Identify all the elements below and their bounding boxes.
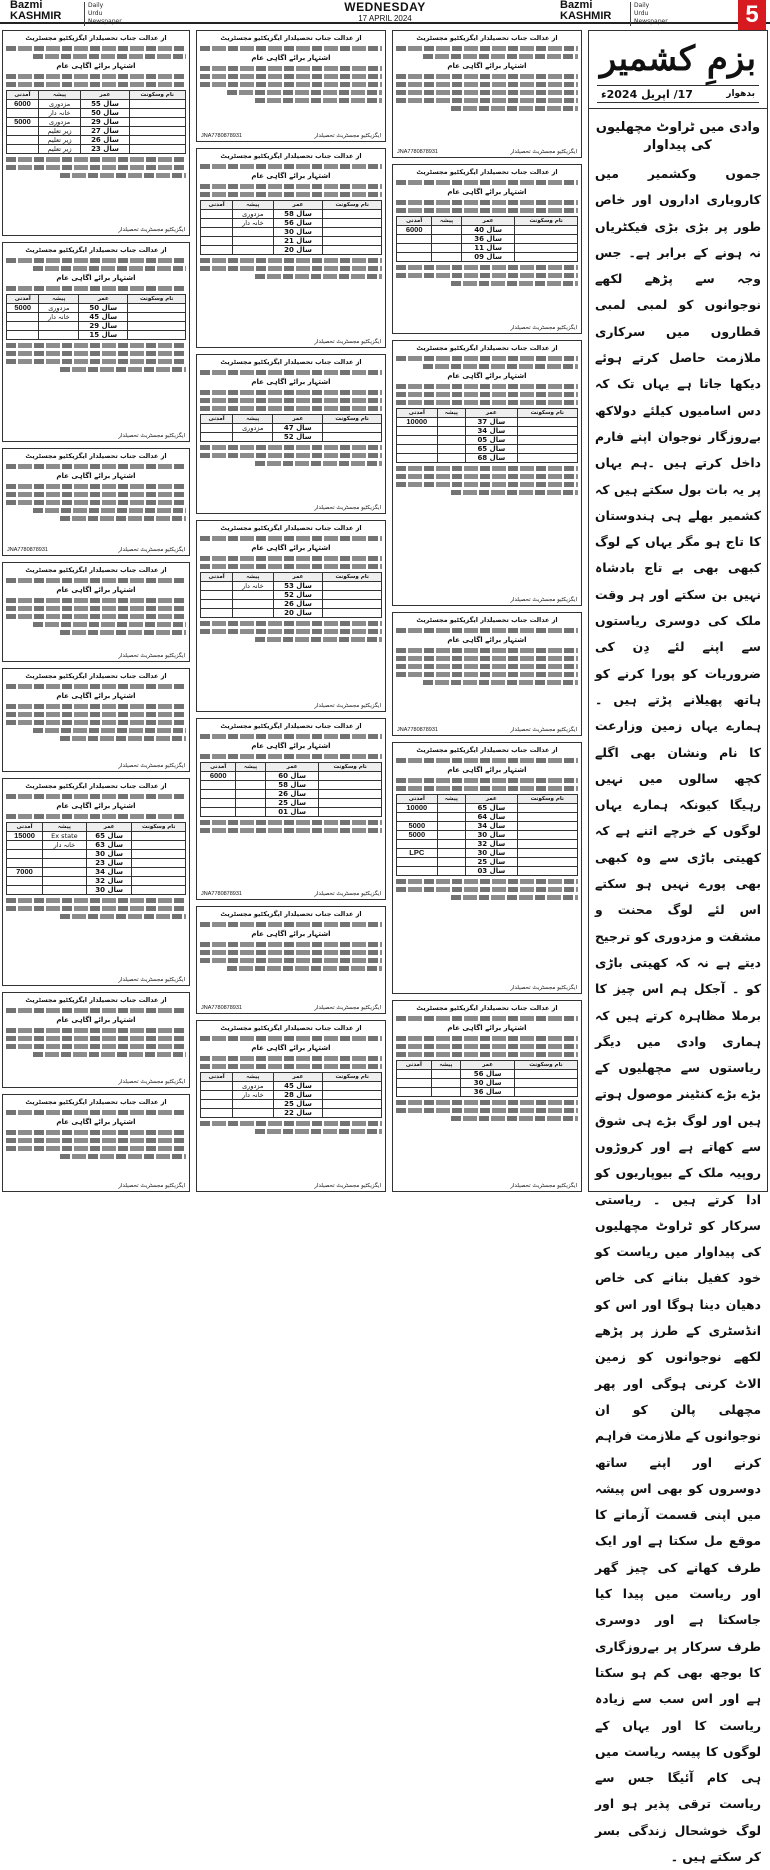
notice-court: از عدالت جناب تحصیلدار ایگزیکٹیو مجسٹریٹ [25, 452, 167, 460]
notice-heading: اشتہار برائے اگاہی عام [56, 692, 136, 700]
notice-heading: اشتہار برائے اگاہی عام [56, 274, 136, 282]
notice-signature: ایگزیکٹیو مجسٹریٹ تحصیلدار [510, 985, 577, 991]
notice-table: آمدنی پیشہ عمر نام وسکونت 10000 65 سال 64 سال 5000 34 سال 5000 30 سال 32 سال LPC 30 سال 25 سال 03 سال [396, 794, 578, 876]
brand-subtitle [630, 2, 668, 26]
legal-notice [392, 612, 582, 736]
notice-court: از عدالت جناب تحصیلدار ایگزیکٹیو مجسٹریٹ [220, 524, 362, 532]
legal-notice [392, 30, 582, 158]
notice-court: از عدالت جناب تحصیلدار ایگزیکٹیو مجسٹریٹ [25, 34, 167, 42]
notice-table: آمدنی پیشہ عمر نام وسکونت مزدوری 47 سال 52 سال [200, 414, 382, 442]
brand-name-2: KASHMIR [10, 10, 62, 22]
notice-signature: ایگزیکٹیو مجسٹریٹ تحصیلدار [314, 1183, 381, 1189]
legal-notice [196, 718, 386, 900]
notice-court: از عدالت جناب تحصیلدار ایگزیکٹیو مجسٹریٹ [220, 722, 362, 730]
notice-court: از عدالت جناب تحصیلدار ایگزیکٹیو مجسٹریٹ [25, 566, 167, 574]
editorial-headline: وادی میں ٹراوٹ مچھلیوں کی پیداوار [595, 120, 761, 153]
page-header [0, 0, 770, 28]
masthead-weekday: بدھوار [726, 89, 755, 99]
notice-heading: اشتہار برائے اگاہی عام [251, 742, 331, 750]
brand-sub-urdu: Urdu Newspaper [634, 10, 668, 25]
notice-heading: اشتہار برائے اگاہی عام [56, 802, 136, 810]
brand-name: Bazmi [10, 0, 43, 11]
notice-court: از عدالت جناب تحصیلدار ایگزیکٹیو مجسٹریٹ [416, 616, 558, 624]
brand-name: Bazmi [560, 0, 593, 11]
notice-court: از عدالت جناب تحصیلدار ایگزیکٹیو مجسٹریٹ [25, 1098, 167, 1106]
legal-notice [196, 1020, 386, 1192]
notice-table: آمدنی پیشہ عمر نام وسکونت 6000 مزدوری 55 سال خانہ دار 50 سال 5000 مزدوری 29 سال زیر تعلیم 27 سال زیر تعلیم 26 سال زیر تعلیم 23 سال [6, 90, 186, 154]
notice-signature: ایگزیکٹیو مجسٹریٹ تحصیلدار [118, 1079, 185, 1085]
notice-reference: JNA7780878931 [397, 727, 438, 733]
legal-notice [2, 30, 190, 236]
notice-court: از عدالت جناب تحصیلدار ایگزیکٹیو مجسٹریٹ [25, 246, 167, 254]
brand-sub-daily: Daily [634, 2, 650, 9]
notice-signature: ایگزیکٹیو مجسٹریٹ تحصیلدار [118, 433, 185, 439]
legal-notice [196, 906, 386, 1014]
masthead-dateline [597, 85, 759, 103]
notice-table: آمدنی پیشہ عمر نام وسکونت 6000 60 سال 58 سال 26 سال 25 سال 01 سال [200, 762, 382, 817]
notice-heading: اشتہار برائے اگاہی عام [251, 54, 331, 62]
notice-signature: ایگزیکٹیو مجسٹریٹ تحصیلدار [118, 977, 185, 983]
editorial-column [588, 30, 768, 1864]
notice-heading: اشتہار برائے اگاہی عام [56, 472, 136, 480]
notice-signature: ایگزیکٹیو مجسٹریٹ تحصیلدار [314, 505, 381, 511]
notice-signature: ایگزیکٹیو مجسٹریٹ تحصیلدار [314, 339, 381, 345]
notice-table: آمدنی پیشہ عمر نام وسکونت 15000 Ex state 65 سال خانہ دار 63 سال 30 سال 23 سال 7000 34 سال 32 سال 30 سال [6, 822, 186, 895]
legal-notice [392, 1000, 582, 1192]
notice-table: آمدنی پیشہ عمر نام وسکونت خانہ دار 53 سال 52 سال 26 سال 20 سال [200, 572, 382, 618]
notices-column-1 [2, 30, 190, 1192]
notice-heading: اشتہار برائے اگاہی عام [447, 62, 527, 70]
legal-notice [2, 1094, 190, 1192]
brand-subtitle [84, 2, 122, 26]
notice-court: از عدالت جناب تحصیلدار ایگزیکٹیو مجسٹریٹ [25, 782, 167, 790]
notice-heading: اشتہار برائے اگاہی عام [251, 172, 331, 180]
brand-right [560, 0, 668, 25]
notices-column-2 [196, 30, 386, 1192]
notice-reference: JNA7780878931 [201, 891, 242, 897]
notice-court: از عدالت جناب تحصیلدار ایگزیکٹیو مجسٹریٹ [416, 34, 558, 42]
notice-signature: ایگزیکٹیو مجسٹریٹ تحصیلدار [314, 703, 381, 709]
notice-court: از عدالت جناب تحصیلدار ایگزیکٹیو مجسٹریٹ [220, 152, 362, 160]
legal-notice [2, 448, 190, 556]
legal-notice [2, 562, 190, 662]
notice-court: از عدالت جناب تحصیلدار ایگزیکٹیو مجسٹریٹ [25, 672, 167, 680]
notice-table: آمدنی پیشہ عمر نام وسکونت 56 سال 30 سال 36 سال [396, 1060, 578, 1097]
notice-reference: JNA7780878931 [397, 149, 438, 155]
page-number: 5 [738, 0, 766, 30]
notice-reference: JNA7780878931 [7, 547, 48, 553]
legal-notice [196, 30, 386, 142]
notice-court: از عدالت جناب تحصیلدار ایگزیکٹیو مجسٹریٹ [416, 168, 558, 176]
notice-signature: ایگزیکٹیو مجسٹریٹ تحصیلدار [118, 227, 185, 233]
notice-signature: ایگزیکٹیو مجسٹریٹ تحصیلدار [314, 891, 381, 897]
notice-heading: اشتہار برائے اگاہی عام [447, 766, 527, 774]
notice-court: از عدالت جناب تحصیلدار ایگزیکٹیو مجسٹریٹ [220, 358, 362, 366]
legal-notice [2, 242, 190, 442]
notice-signature: ایگزیکٹیو مجسٹریٹ تحصیلدار [118, 653, 185, 659]
notice-heading: اشتہار برائے اگاہی عام [251, 544, 331, 552]
notice-signature: ایگزیکٹیو مجسٹریٹ تحصیلدار [510, 727, 577, 733]
notice-signature: ایگزیکٹیو مجسٹریٹ تحصیلدار [314, 1005, 381, 1011]
notice-court: از عدالت جناب تحصیلدار ایگزیکٹیو مجسٹریٹ [220, 34, 362, 42]
brand-left [10, 0, 122, 25]
notice-signature: ایگزیکٹیو مجسٹریٹ تحصیلدار [510, 1183, 577, 1189]
notice-court: از عدالت جناب تحصیلدار ایگزیکٹیو مجسٹریٹ [25, 996, 167, 1004]
notice-court: از عدالت جناب تحصیلدار ایگزیکٹیو مجسٹریٹ [416, 746, 558, 754]
legal-notice [2, 778, 190, 986]
masthead [589, 31, 767, 109]
brand-name-2: KASHMIR [560, 10, 612, 22]
legal-notice [392, 340, 582, 606]
notice-heading: اشتہار برائے اگاہی عام [56, 586, 136, 594]
notice-heading: اشتہار برائے اگاہی عام [447, 636, 527, 644]
legal-notice [196, 148, 386, 348]
notice-signature: ایگزیکٹیو مجسٹریٹ تحصیلدار [118, 1183, 185, 1189]
notice-heading: اشتہار برائے اگاہی عام [447, 188, 527, 196]
notices-column-3 [392, 30, 582, 1192]
notice-signature: ایگزیکٹیو مجسٹریٹ تحصیلدار [118, 763, 185, 769]
brand-sub-daily: Daily [88, 2, 104, 9]
brand-sub-urdu: Urdu Newspaper [88, 10, 122, 25]
weekday: WEDNESDAY [344, 0, 426, 14]
masthead-date: 17/ اپریل 2024ء [601, 87, 693, 101]
notice-signature: ایگزیکٹیو مجسٹریٹ تحصیلدار [314, 133, 381, 139]
notice-reference: JNA7780878931 [201, 133, 242, 139]
notice-table: آمدنی پیشہ عمر نام وسکونت مزدوری 58 سال خانہ دار 56 سال 30 سال 21 سال 20 سال [200, 200, 382, 255]
notice-table: آمدنی پیشہ عمر نام وسکونت 10000 37 سال 34 سال 05 سال 65 سال 68 سال [396, 408, 578, 463]
legal-notice [196, 354, 386, 514]
notice-heading: اشتہار برائے اگاہی عام [251, 1044, 331, 1052]
notice-heading: اشتہار برائے اگاہی عام [251, 378, 331, 386]
notice-table: آمدنی پیشہ عمر نام وسکونت مزدوری 45 سال خانہ دار 28 سال 25 سال 22 سال [200, 1072, 382, 1118]
legal-notice [392, 742, 582, 994]
notice-signature: ایگزیکٹیو مجسٹریٹ تحصیلدار [118, 547, 185, 553]
notice-court: از عدالت جناب تحصیلدار ایگزیکٹیو مجسٹریٹ [416, 344, 558, 352]
notice-table: آمدنی پیشہ عمر نام وسکونت 5000 مزدوری 50 سال خانہ دار 45 سال 29 سال 15 سال [6, 294, 186, 340]
legal-notice [2, 992, 190, 1088]
notice-signature: ایگزیکٹیو مجسٹریٹ تحصیلدار [510, 597, 577, 603]
legal-notice [2, 668, 190, 772]
masthead-title: بزمِ کشمیر [599, 39, 757, 79]
notice-heading: اشتہار برائے اگاہی عام [56, 1118, 136, 1126]
notice-court: از عدالت جناب تحصیلدار ایگزیکٹیو مجسٹریٹ [416, 1004, 558, 1012]
notice-court: از عدالت جناب تحصیلدار ایگزیکٹیو مجسٹریٹ [220, 1024, 362, 1032]
notice-table: آمدنی پیشہ عمر نام وسکونت 6000 40 سال 36 سال 11 سال 09 سال [396, 216, 578, 262]
notice-heading: اشتہار برائے اگاہی عام [251, 930, 331, 938]
notice-signature: ایگزیکٹیو مجسٹریٹ تحصیلدار [510, 149, 577, 155]
editorial-body: جموں وکشمیر میں کاروباری اداروں اور خاص طور پر بڑی بڑی فیکٹریاں نہ ہونے کے برابر ہے۔ جس وجہ سے پڑھے لکھے نوجوانوں کو لمبی لمبی قطاروں میں سرکاری ملازمت حاصل کرتے ہوئے دیکھا جاتا ہے یہاں تک کہ دس اسامیوں کیلئے دولاکھ بےروزگار نوجوان اپنے فارم داخل کرتے ہیں ۔ہم یہاں پر یہ بات بول سکتے ہیں کہ کشمیر بھلے ہی ہندوستان کا تاج ہو مگر یہاں کے لوگ کبھی بھی بے تاج بادشاہ نہیں بن سکتے اور ہر وقت ملک کی دوسری ریاستوں سے اپنے لئے دِن کی ضروریات کو پورا کرنے کو ہاتھ پھیلانے پڑتے ہیں ۔ ہمارے یہاں زمین وزارعت کا نام ونشان بھی اگلے کچھ سالوں میں نہیں رہیگا کیونکہ ہمارے یہاں لوگوں کے خرچے اتنے ہے کہ کھیتی باڑی سے وہ کبھی بھی پورے نہیں ہو سکتے اس لئے لوگ محنت و مشقت و مزدوری کو ترجیح دیتے ہے نہ کہ کھیتی باڑی کو ۔ آجکل ہم اس چیز کا برملا مظاہرہ کرتے ہیں کہ ہماری وادی میں دیگر ریاستوں سے مچھلیوں کے بڑے بڑے کنٹینر موصول ہوتے ہیں اور لوگ بڑے ہی شوق سے کھاتے ہے اور کروڑوں روپیہ ملک کے بیوپاریوں کو ادا کرتے ہیں ۔ ریاستی سرکار کو ٹراوٹ مچھلیوں کی پیداوار میں ریاست کو خود کفیل بنانے کی خاص دھیان دینا ہوگا اور اس کو انڈسٹری کے طرز پر پڑھے لکھے نوجوانوں کو زمین الاٹ کرنی ہوگی اور پھر مچھلی پالن کو ان نوجوانوں کے ملازمت فراہم کرنے اور اپنے ساتھ دوسروں کو بھی اس پیشہ میں اپنی قسمت آزمانے کا موقع مل سکتا ہے اور ایک طرف کھانے کی چیز گھر اور ریاست میں پیدا کیا جاسکتا ہے اور دوسری طرف سرکار پر بےروزگاری کا بوجھ بھی کم ہو سکتا ہے اور اس سب سے زیادہ ریاست کا اور یہاں کے لوگوں کا پیسہ ریاست میں ہی کام آئیگا جس سے ریاست ترقی پذیر ہو اور لوگ خوشحال زندگی بسر کر سکتے ہیں ۔ [595, 166, 761, 1864]
notice-signature: ایگزیکٹیو مجسٹریٹ تحصیلدار [510, 325, 577, 331]
notice-reference: JNA7780878931 [201, 1005, 242, 1011]
notice-heading: اشتہار برائے اگاہی عام [447, 1024, 527, 1032]
dateline [300, 0, 470, 23]
legal-notice [392, 164, 582, 334]
issue-date: 17 APRIL 2024 [358, 14, 412, 23]
notice-heading: اشتہار برائے اگاہی عام [56, 1016, 136, 1024]
legal-notice [196, 520, 386, 712]
notice-heading: اشتہار برائے اگاہی عام [447, 372, 527, 380]
notice-court: از عدالت جناب تحصیلدار ایگزیکٹیو مجسٹریٹ [220, 910, 362, 918]
notice-heading: اشتہار برائے اگاہی عام [56, 62, 136, 70]
